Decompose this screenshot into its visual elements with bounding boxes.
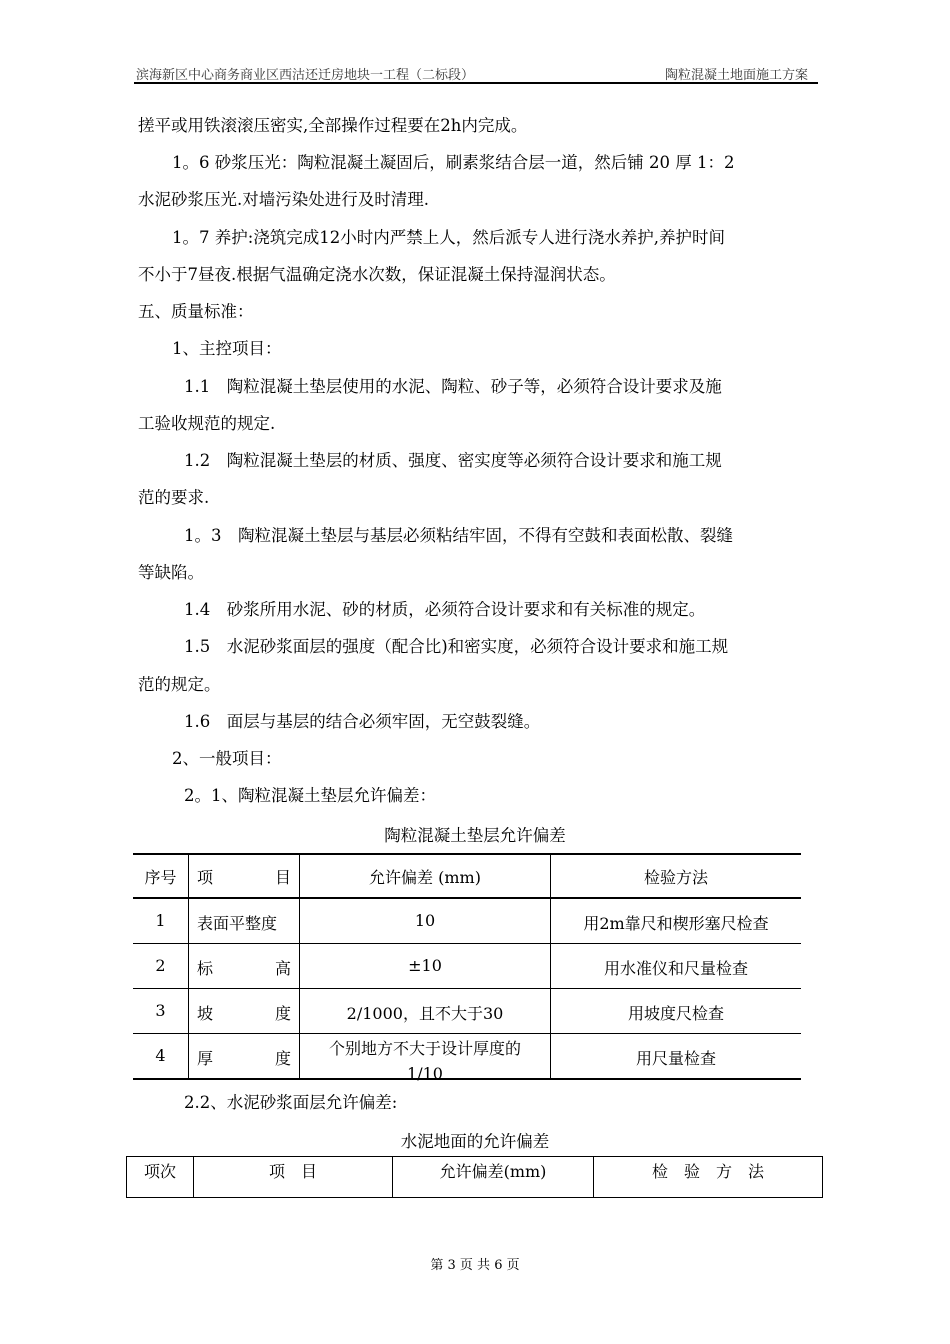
- section-heading: 五、质量标准：: [138, 302, 254, 321]
- row-item-part: 厚: [197, 1049, 214, 1068]
- row-method: 用坡度尺检查: [627, 1004, 724, 1023]
- paragraph-line: 范的规定。: [138, 675, 221, 694]
- row-method: 用尺量检查: [635, 1049, 716, 1068]
- row-method: 用2m靠尺和楔形塞尺检查: [583, 914, 769, 933]
- paragraph-line: 1.4 砂浆所用水泥、砂的材质，必须符合设计要求和有关标准的规定。: [184, 600, 706, 619]
- row-tolerance: 10: [414, 911, 436, 930]
- paragraph-line: 等缺陷。: [138, 563, 204, 582]
- row-number: 4: [155, 1046, 166, 1065]
- paragraph-line: 2.2、水泥砂浆面层允许偏差:: [184, 1093, 398, 1112]
- paragraph-line: 1.1 陶粒混凝土垫层使用的水泥、陶粒、砂子等，必须符合设计要求及施: [184, 377, 722, 396]
- header-rule: [134, 82, 818, 84]
- tolerance-table-cushion: [133, 853, 801, 1083]
- header-cell: 项 目: [194, 1157, 393, 1198]
- row-item-part: 高: [274, 959, 291, 978]
- table-header-row: [127, 1157, 823, 1198]
- paragraph-line: 1.6 面层与基层的结合必须牢固，无空鼓裂缝。: [184, 712, 541, 731]
- paragraph-line: 不小于7昼夜.根据气温确定浇水次数，保证混凝土保持湿润状态。: [138, 265, 616, 284]
- paragraph-line: 1。6 砂浆压光：陶粒混凝土凝固后，刷素浆结合层一道，然后铺 20 厚 1：2: [172, 153, 735, 172]
- page-footer: 第 3 页 共 6 页: [430, 1258, 520, 1273]
- row-tolerance: 个别地方不大于设计厚度的: [328, 1039, 521, 1058]
- row-tolerance-overflow: 1/10: [407, 1064, 443, 1083]
- row-number: 3: [155, 1001, 166, 1020]
- paragraph-line: 搓平或用铁滚滚压密实,全部操作过程要在2h内完成。: [138, 116, 528, 135]
- subsection-heading: 1、主控项目：: [172, 339, 282, 358]
- table-row: [133, 989, 801, 1034]
- row-item-part: 坡: [197, 1004, 214, 1023]
- row-number: 1: [155, 911, 166, 930]
- subsection-heading: 2、一般项目：: [172, 749, 282, 768]
- header-cell: 序号: [133, 854, 189, 898]
- row-item-part: 标: [197, 959, 214, 978]
- header-cell: 允许偏差(mm): [393, 1157, 594, 1198]
- row-number: 2: [155, 956, 166, 975]
- header-cell: 检验方法: [551, 854, 802, 898]
- paragraph-line: 范的要求.: [138, 488, 210, 507]
- paragraph-line: 2。1、陶粒混凝土垫层允许偏差：: [184, 786, 436, 805]
- header-cell-part: 目: [274, 867, 291, 887]
- header-cell: 允许偏差 (mm): [300, 854, 551, 898]
- page-header: [134, 64, 818, 82]
- header-cell: 项次: [127, 1157, 194, 1198]
- paragraph-line: 1.2 陶粒混凝土垫层的材质、强度、密实度等必须符合设计要求和施工规: [184, 451, 722, 470]
- header-cell: 检 验 方 法: [594, 1157, 823, 1198]
- header-project-title: 滨海新区中心商务商业区西沽还迁房地块一工程（二标段）: [136, 68, 475, 83]
- row-item-part: 度: [274, 1049, 291, 1068]
- paragraph-line: 水泥砂浆压光.对墙污染处进行及时清理.: [138, 190, 429, 209]
- table-header-row: [133, 854, 801, 898]
- row-tolerance: ±10: [408, 956, 442, 975]
- header-cell: [189, 854, 300, 898]
- header-cell-part: 项: [197, 867, 214, 887]
- paragraph-line: 1。3 陶粒混凝土垫层与基层必须粘结牢固，不得有空鼓和表面松散、裂缝: [184, 526, 733, 545]
- table2-caption: 水泥地面的允许偏差: [400, 1132, 550, 1151]
- row-item-part: 度: [274, 1004, 291, 1023]
- paragraph-line: 1。7 养护:浇筑完成12小时内严禁上人，然后派专人进行浇水养护,养护时间: [172, 228, 726, 247]
- table-row: [133, 944, 801, 989]
- table-row: [133, 1034, 801, 1080]
- tolerance-table-mortar: [126, 1156, 823, 1198]
- row-tolerance: 2/1000，且不大于30: [346, 1004, 504, 1023]
- table1-caption: 陶粒混凝土垫层允许偏差: [384, 826, 566, 845]
- header-document-title: 陶粒混凝土地面施工方案: [664, 68, 808, 83]
- row-item: 表面平整度: [197, 914, 278, 933]
- row-method: 用水准仪和尺量检查: [603, 959, 748, 978]
- paragraph-line: 工验收规范的规定.: [138, 414, 276, 433]
- table-row: [133, 898, 801, 944]
- paragraph-line: 1.5 水泥砂浆面层的强度（配合比)和密实度，必须符合设计要求和施工规: [184, 637, 729, 656]
